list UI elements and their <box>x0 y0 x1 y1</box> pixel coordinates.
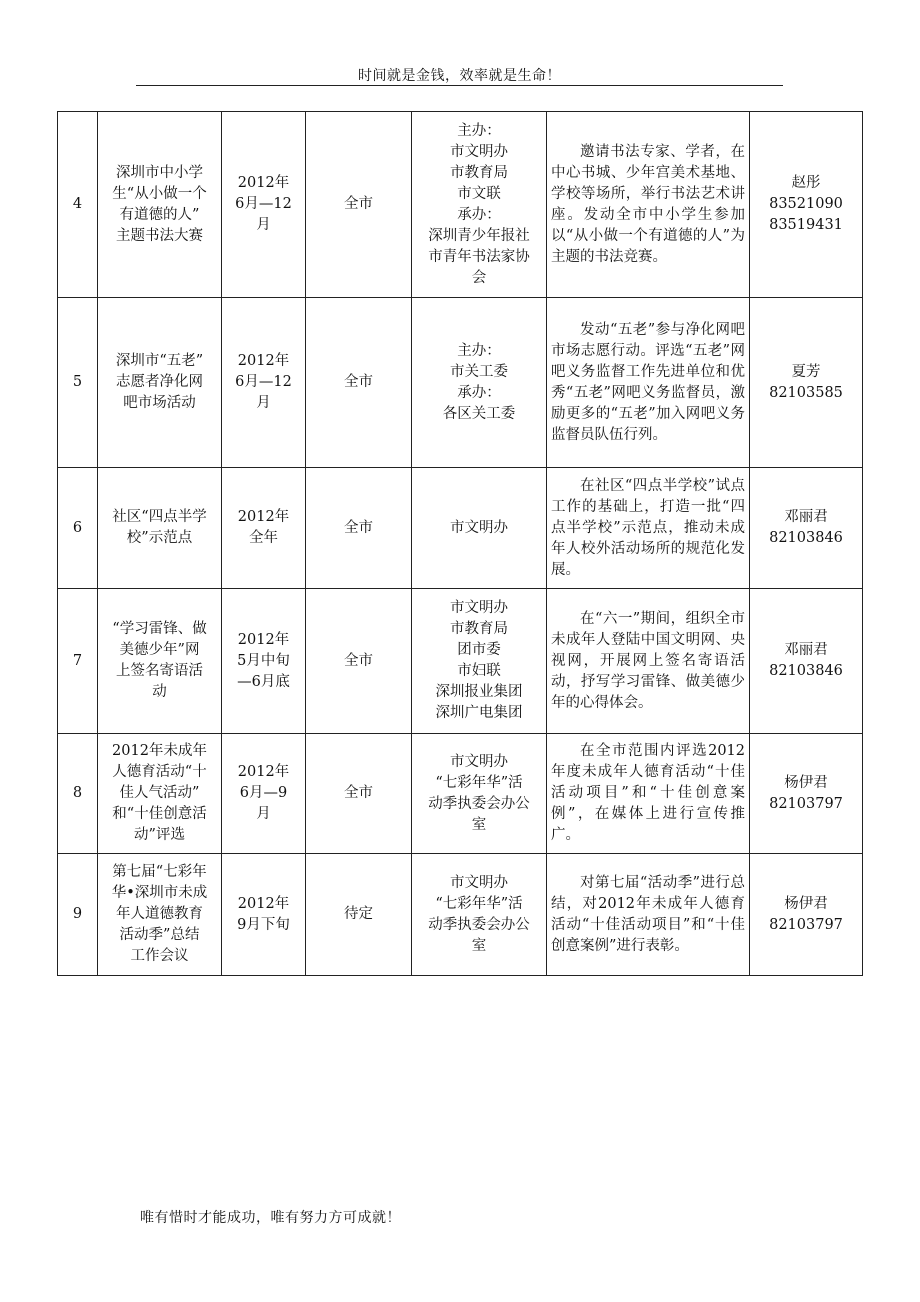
date-line: 6月—12 <box>235 196 292 212</box>
org-line: 市文明办 <box>450 519 508 536</box>
description-text: 对第七届“活动季”进行总结，对2012年未成年人德育活动“十佳活动项目”和“十佳创意案例”进行表彰。 <box>551 874 745 954</box>
org-line: 主办： <box>457 122 501 139</box>
contact-cell <box>750 854 863 976</box>
row-index-cell: 7 <box>58 589 98 734</box>
date-line: 月 <box>256 395 271 411</box>
table-row <box>58 298 863 468</box>
description-text: 在“六一”期间，组织全市未成年人登陆中国文明网、央视网，开展网上签名寄语活动，抒写学习雷锋、做美德少年的心得体会。 <box>551 610 745 711</box>
org-line: 市教育局 <box>450 621 508 637</box>
org-line: 室 <box>471 816 487 833</box>
name-line: 2012年未成年 <box>112 743 207 759</box>
contact-cell <box>750 589 863 734</box>
row-index-cell: 4 <box>58 112 98 298</box>
contact-line: 82103797 <box>769 795 843 812</box>
activity-description-cell <box>547 854 750 976</box>
contact-line: 82103846 <box>769 663 843 679</box>
name-line: 和“十佳创意活 <box>112 806 207 822</box>
name-line: 有道德的人” <box>119 206 200 223</box>
date-line: 6月—12 <box>235 374 292 390</box>
org-line: 市文明办 <box>450 600 508 616</box>
contact-cell <box>750 298 863 468</box>
contact-line: 83521090 <box>769 196 843 212</box>
activity-description-cell <box>547 734 750 854</box>
date-line: —6月底 <box>237 673 290 690</box>
name-line: 年人道德教育 <box>116 906 203 922</box>
contact-line: 82103797 <box>769 916 843 933</box>
name-line: 深圳市“五老” <box>115 353 204 369</box>
activity-description-cell <box>547 589 750 734</box>
name-line: 人德育活动“十 <box>112 764 207 780</box>
date-line: 2012年 <box>237 895 290 912</box>
name-line: 生“从小做一个 <box>112 185 207 202</box>
name-line: 美德少年”网 <box>119 642 200 658</box>
contact-line: 邓丽君 <box>784 509 828 525</box>
page-header-motto: 时间就是金钱，效率就是生命！ <box>358 68 561 84</box>
date-line: 2012年 <box>237 631 290 648</box>
date-line: 9月下旬 <box>237 916 290 933</box>
org-line: 市关工委 <box>450 363 508 380</box>
org-line: 市文联 <box>457 185 501 202</box>
description-text: 发动“五老”参与净化网吧市场志愿行动。评选“五老”网吧义务监督工作先进单位和优秀“五老”网吧义务监督员，激励更多的“五老”加入网吧义务监督员队伍行列。 <box>551 321 745 443</box>
org-line: 室 <box>471 937 487 954</box>
description-text: 在全市范围内评选2012年度未成年人德育活动“十佳活动项目”和“十佳创意案例”，在媒体上进行宣传推广。 <box>551 743 745 843</box>
activity-scope-cell: 待定 <box>306 854 412 976</box>
org-line: “七彩年华”活 <box>435 895 523 912</box>
org-line: “七彩年华”活 <box>435 774 523 791</box>
org-line: 市文明办 <box>450 143 508 160</box>
activity-name-cell <box>98 589 222 734</box>
date-line: 2012年 <box>237 764 290 780</box>
activity-name-cell <box>98 734 222 854</box>
date-line: 5月中旬 <box>237 652 290 669</box>
name-line: 动”评选 <box>134 827 185 843</box>
table-row <box>58 734 863 854</box>
row-index-cell: 5 <box>58 298 98 468</box>
name-line: 主题书法大赛 <box>116 227 203 244</box>
org-line: 动季执委会办公 <box>428 795 530 812</box>
org-line: 市文明办 <box>450 874 508 891</box>
name-line: 吧市场活动 <box>123 395 196 411</box>
name-line: 志愿者净化网 <box>116 374 203 390</box>
date-line: 月 <box>256 806 271 822</box>
contact-line: 82103585 <box>769 384 843 401</box>
table-row <box>58 854 863 976</box>
contact-cell <box>750 468 863 589</box>
name-line: 华•深圳市未成 <box>111 885 208 901</box>
name-line: 活动季”总结 <box>119 927 200 943</box>
contact-line: 83519431 <box>769 217 843 233</box>
name-line: 动 <box>152 684 167 700</box>
name-line: “学习雷锋、做 <box>112 621 207 637</box>
org-line: 各区关工委 <box>442 405 516 422</box>
activity-name-cell <box>98 468 222 589</box>
org-line: 团市委 <box>457 642 501 658</box>
org-line: 市文明办 <box>450 753 508 770</box>
name-line: 校”示范点 <box>126 530 193 546</box>
date-line: 月 <box>256 217 271 233</box>
activity-scope-cell: 全市 <box>306 734 412 854</box>
activity-description-cell <box>547 468 750 589</box>
org-line: 市教育局 <box>450 164 508 181</box>
activity-scope-cell: 全市 <box>306 468 412 589</box>
org-line: 承办： <box>457 384 501 401</box>
header-divider <box>136 85 783 86</box>
date-line: 全年 <box>249 530 278 546</box>
contact-cell <box>750 734 863 854</box>
activity-date-cell <box>222 854 306 976</box>
name-line: 社区“四点半学 <box>112 509 207 525</box>
row-index-cell: 9 <box>58 854 98 976</box>
org-line: 市青年书法家协 <box>428 248 530 265</box>
activity-date-cell <box>222 589 306 734</box>
org-line: 主办： <box>457 342 501 359</box>
activity-name-cell <box>98 298 222 468</box>
organizer-cell <box>412 589 547 734</box>
activity-date-cell <box>222 298 306 468</box>
contact-line: 82103846 <box>769 530 843 546</box>
activity-name-cell <box>98 112 222 298</box>
activity-date-cell <box>222 468 306 589</box>
activity-description-cell <box>547 298 750 468</box>
contact-cell <box>750 112 863 298</box>
org-line: 深圳青少年报社 <box>428 227 530 244</box>
organizer-cell <box>412 112 547 298</box>
row-index-cell: 8 <box>58 734 98 854</box>
row-index-cell: 6 <box>58 468 98 589</box>
table-row <box>58 589 863 734</box>
activity-scope-cell: 全市 <box>306 589 412 734</box>
organizer-cell <box>412 298 547 468</box>
date-line: 2012年 <box>237 175 290 191</box>
org-line: 深圳广电集团 <box>435 705 523 721</box>
name-line: 工作会议 <box>130 948 189 964</box>
organizer-cell <box>412 854 547 976</box>
activity-description-cell <box>547 112 750 298</box>
description-text: 邀请书法专家、学者，在中心书城、少年宫美术基地、学校等场所，举行书法艺术讲座。发动全市中小学生参加以“从小做一个有道德的人”为主题的书法竞赛。 <box>551 143 745 265</box>
date-line: 2012年 <box>237 509 290 525</box>
contact-line: 杨伊君 <box>784 895 828 912</box>
org-line: 市妇联 <box>457 663 501 679</box>
org-line: 深圳报业集团 <box>435 684 523 700</box>
activity-schedule-table <box>57 111 863 976</box>
contact-line: 邓丽君 <box>784 642 828 658</box>
contact-line: 夏芳 <box>791 363 821 380</box>
name-line: 第七届“七彩年 <box>112 864 207 880</box>
activity-name-cell <box>98 854 222 976</box>
description-text: 在社区“四点半学校”试点工作的基础上，打造一批“四点半学校”示范点，推动未成年人校外活动场所的规范化发展。 <box>551 477 745 578</box>
name-line: 佳人气活动” <box>119 785 200 801</box>
activity-date-cell <box>222 734 306 854</box>
activity-scope-cell: 全市 <box>306 298 412 468</box>
org-line: 承办： <box>457 206 501 223</box>
name-line: 上签名寄语活 <box>116 663 203 679</box>
page-footer-motto: 唯有惜时才能成功，唯有努力方可成就！ <box>140 1210 401 1226</box>
contact-line: 杨伊君 <box>784 774 828 791</box>
contact-line: 赵彤 <box>791 175 821 191</box>
activity-date-cell <box>222 112 306 298</box>
date-line: 2012年 <box>237 353 290 369</box>
name-line: 深圳市中小学 <box>116 164 203 181</box>
date-line: 6月—9 <box>239 785 288 801</box>
table-row <box>58 468 863 589</box>
activity-scope-cell: 全市 <box>306 112 412 298</box>
organizer-cell <box>412 734 547 854</box>
organizer-cell <box>412 468 547 589</box>
table-row <box>58 112 863 298</box>
org-line: 会 <box>471 269 487 286</box>
org-line: 动季执委会办公 <box>428 916 530 933</box>
